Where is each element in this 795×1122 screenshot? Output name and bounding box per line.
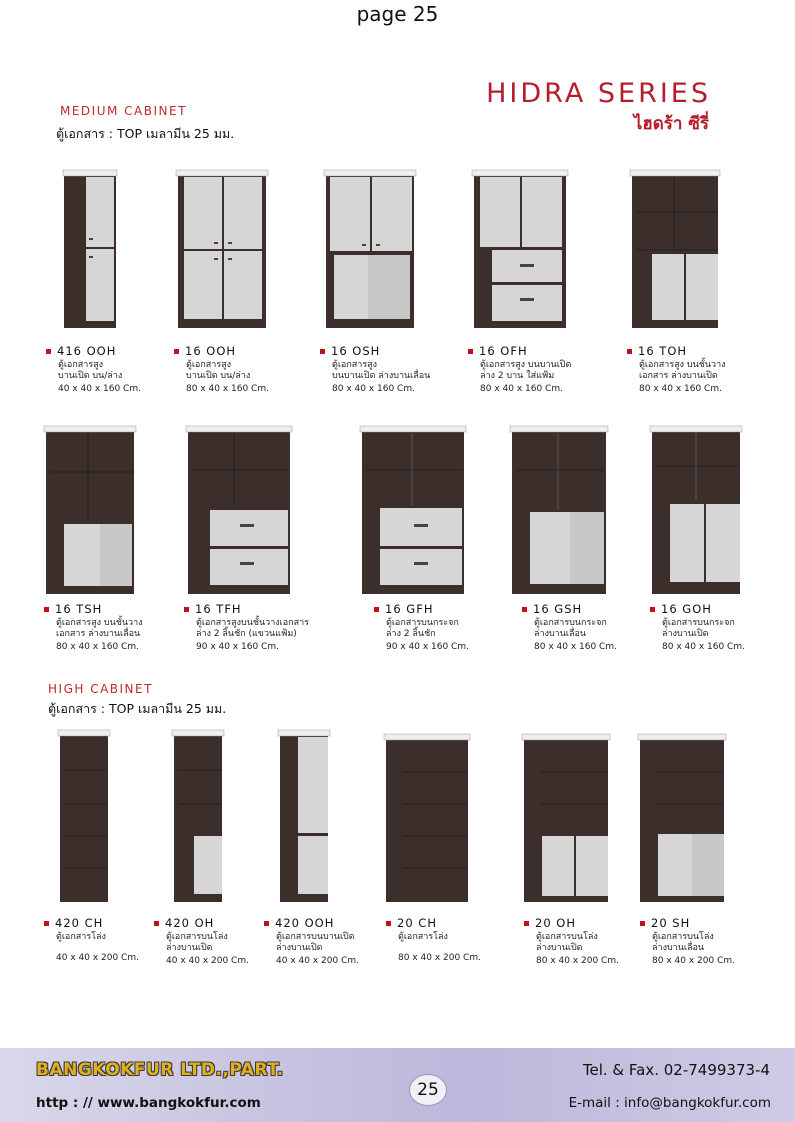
product-size: 90 x 40 x 160 Cm. — [196, 641, 279, 652]
product-size: 80 x 40 x 160 Cm. — [480, 383, 563, 394]
product-code: 16 OSH — [320, 344, 380, 358]
cabinet-16-gfh-image — [358, 424, 468, 596]
product-size: 80 x 40 x 160 Cm. — [56, 641, 139, 652]
company-name: BANGKOKFUR LTD.,PART. — [36, 1060, 284, 1080]
product-caption — [44, 918, 139, 965]
footer-page-number: 25 — [409, 1074, 447, 1106]
product-size: 80 x 40 x 200 Cm. — [652, 955, 735, 966]
product-code: 20 CH — [386, 916, 437, 930]
product-size: 40 x 40 x 200 Cm. — [166, 955, 249, 966]
product-size: 40 x 40 x 160 Cm. — [58, 383, 141, 394]
cabinet-16-gsh-image — [508, 424, 610, 596]
product-desc: ตู้เอกสารบนกระจก — [386, 617, 459, 628]
product-caption — [524, 918, 619, 967]
cabinet-16-ofh-image — [470, 168, 570, 330]
product-code: 16 OOH — [174, 344, 236, 358]
product-size: 40 x 40 x 200 Cm. — [56, 953, 139, 963]
product-desc: ตู้เอกสารโล่ง — [398, 931, 448, 942]
cabinet-420-ch-image — [56, 728, 112, 904]
product-desc: ล่างบานเปิด — [536, 943, 583, 953]
product-desc: ตู้เอกสารสูง บนชั้นวาง — [56, 617, 143, 628]
product-caption — [374, 604, 469, 653]
product-size: 80 x 40 x 200 Cm. — [536, 955, 619, 966]
product-code: 16 OFH — [468, 344, 528, 358]
product-desc: ตู้เอกสารบนกระจก — [662, 617, 735, 628]
product-desc: ล่างบานเปิด — [276, 943, 323, 953]
product-desc: ตู้เอกสารสูง — [332, 359, 378, 370]
product-code: 16 TOH — [627, 344, 687, 358]
medium-cabinet-title: MEDIUM CABINET — [60, 104, 187, 118]
product-desc: ตู้เอกสารโล่ง — [56, 931, 106, 942]
product-code: 420 OH — [154, 916, 214, 930]
product-code: 416 OOH — [46, 344, 116, 358]
product-desc: เอกสาร ล่างบานเปิด — [639, 371, 718, 381]
product-desc: ตู้เอกสารสูง — [58, 359, 104, 370]
product-desc: ตู้เอกสารสูง — [186, 359, 232, 370]
product-caption — [468, 346, 571, 395]
page-label: page 25 — [356, 2, 439, 26]
product-desc: ตู้เอกสารสูงบนชั้นวางเอกสาร — [196, 617, 309, 628]
cabinet-16-tsh-image — [42, 424, 138, 596]
product-caption — [522, 604, 617, 653]
website-link[interactable]: http : // www.bangkokfur.com — [36, 1095, 261, 1111]
series-thai-title: ไฮดร้า ซีรี่ — [633, 114, 709, 134]
cabinet-16-toh-image — [628, 168, 722, 330]
cabinet-16-goh-image — [648, 424, 744, 596]
cabinet-20-sh-image — [636, 732, 728, 904]
product-size: 80 x 40 x 160 Cm. — [332, 383, 415, 394]
cabinet-416-ooh-image — [60, 168, 120, 330]
product-code: 20 SH — [640, 916, 690, 930]
product-desc: เอกสาร ล่างบานเลื่อน — [56, 629, 141, 639]
product-desc: บานเปิด บน/ล่าง — [186, 371, 251, 381]
cabinet-16-osh-image — [322, 168, 418, 330]
product-caption — [44, 604, 143, 653]
series-title: HIDRA SERIES — [486, 78, 711, 109]
product-caption — [46, 346, 141, 395]
product-desc: ล่างบานเลื่อน — [534, 629, 587, 639]
product-size: 80 x 40 x 160 Cm. — [186, 383, 269, 394]
product-caption — [386, 918, 481, 965]
product-size: 80 x 40 x 160 Cm. — [639, 383, 722, 394]
high-cabinet-subtitle: ตู้เอกสาร : TOP เมลามีน 25 มม. — [48, 701, 227, 716]
cabinet-20-oh-image — [520, 732, 612, 904]
product-desc: ล่าง 2 ลิ้นชัก — [386, 629, 436, 639]
product-desc: ตู้เอกสารสูง บนบานเปิด — [480, 359, 572, 370]
cabinet-420-oh-image — [170, 728, 226, 904]
tel-fax: Tel. & Fax. 02-7499373-4 — [582, 1061, 770, 1079]
cabinet-420-ooh-image — [276, 728, 332, 904]
product-size: 90 x 40 x 160 Cm. — [386, 641, 469, 652]
product-desc: ตู้เอกสารบนโล่ง — [536, 931, 598, 942]
medium-cabinet-subtitle: ตู้เอกสาร : TOP เมลามีน 25 มม. — [56, 126, 235, 141]
email-link[interactable]: E-mail : info@bangkokfur.com — [568, 1095, 771, 1111]
product-size: 80 x 40 x 160 Cm. — [534, 641, 617, 652]
product-desc: ล่าง 2 ลิ้นชัก (แขวนแฟ้ม) — [196, 629, 297, 639]
product-code: 20 OH — [524, 916, 576, 930]
product-code: 16 GFH — [374, 602, 433, 616]
product-desc: บานเปิด บน/ล่าง — [58, 371, 123, 381]
product-caption — [650, 604, 745, 653]
cabinet-16-ooh-image — [174, 168, 270, 330]
product-caption — [154, 918, 249, 967]
product-desc: ตู้เอกสารสูง บนชั้นวาง — [639, 359, 726, 370]
product-desc: ล่างบานเปิด — [662, 629, 709, 639]
product-caption — [320, 346, 430, 395]
product-size: 80 x 40 x 200 Cm. — [398, 953, 481, 963]
product-desc: บนบานเปิด ล่างบานเลื่อน — [332, 371, 431, 381]
product-caption — [174, 346, 269, 395]
product-code: 16 TSH — [44, 602, 102, 616]
product-desc: ตู้เอกสารบนบานเปิด — [276, 931, 355, 942]
product-size: 40 x 40 x 200 Cm. — [276, 955, 359, 966]
product-code: 16 TFH — [184, 602, 242, 616]
cabinet-16-tfh-image — [184, 424, 294, 596]
product-desc: ตู้เอกสารบนกระจก — [534, 617, 607, 628]
product-code: 420 OOH — [264, 916, 334, 930]
product-code: 16 GOH — [650, 602, 712, 616]
product-size: 80 x 40 x 160 Cm. — [662, 641, 745, 652]
product-desc: ตู้เอกสารบนโล่ง — [652, 931, 714, 942]
product-desc: ล่างบานเปิด — [166, 943, 213, 953]
product-caption — [627, 346, 726, 395]
product-desc: ล่าง 2 บาน ใส่แฟ้ม — [480, 371, 555, 381]
high-cabinet-title: HIGH CABINET — [48, 682, 153, 696]
product-code: 16 GSH — [522, 602, 582, 616]
product-desc: ตู้เอกสารบนโล่ง — [166, 931, 228, 942]
product-desc: ล่างบานเลื่อน — [652, 943, 705, 953]
product-caption — [184, 604, 309, 653]
product-code: 420 CH — [44, 916, 103, 930]
product-caption — [264, 918, 359, 967]
cabinet-20-ch-image — [382, 732, 472, 904]
product-caption — [640, 918, 735, 967]
